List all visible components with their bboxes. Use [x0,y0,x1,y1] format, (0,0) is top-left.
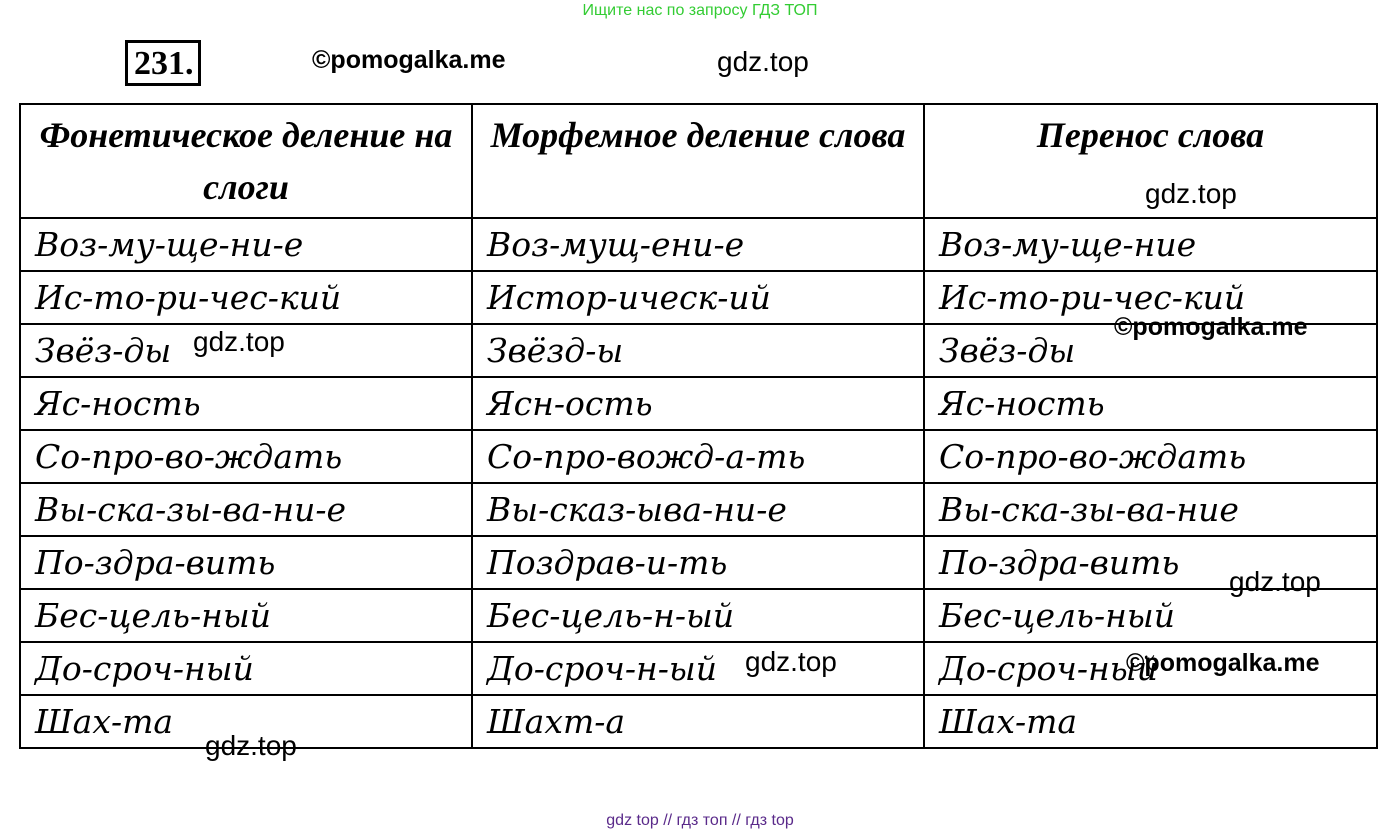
footer-links: gdz top // гдз топ // гдз top [606,812,794,829]
cell-morphemic: Ясн-ость [472,377,924,430]
cell-phonetic: Звёз-ды [20,324,472,377]
watermark-gdz: gdz.top [1145,178,1237,209]
cell-morphemic: Воз-мущ-ени-е [472,218,924,271]
table-row [20,430,1377,483]
cell-phonetic: До-сроч-ный [20,642,472,695]
header-hyphenation: Перенос слова [924,104,1377,218]
table-row [20,218,1377,271]
cell-hyphenation: Бес-цель-ный [924,589,1377,642]
cell-phonetic: По-здра-вить [20,536,472,589]
cell-hyphenation: Звёз-ды [924,324,1377,377]
cell-morphemic: До-сроч-н-ый [472,642,924,695]
cell-phonetic: Ис-то-ри-чес-кий [20,271,472,324]
cell-phonetic: Воз-му-ще-ни-е [20,218,472,271]
cell-phonetic: Бес-цель-ный [20,589,472,642]
cell-hyphenation: Вы-ска-зы-ва-ние [924,483,1377,536]
watermark-pomogalka: ©pomogalka.me [1126,649,1320,677]
cell-phonetic: Вы-ска-зы-ва-ни-е [20,483,472,536]
task-number-box [125,40,201,86]
table-row [20,483,1377,536]
cell-phonetic: Со-про-во-ждать [20,430,472,483]
cell-morphemic: Вы-сказ-ыва-ни-е [472,483,924,536]
cell-morphemic: Истор-ическ-ий [472,271,924,324]
table-row [20,377,1377,430]
header-phonetic: Фонетическое деление на слоги [20,104,472,218]
cell-morphemic: Звёзд-ы [472,324,924,377]
watermark-gdz: gdz.top [1229,566,1321,597]
task-number [125,40,201,86]
task-number-dot: . [185,45,194,82]
cell-hyphenation: До-сроч-ный [924,642,1377,695]
watermark-pomogalka: ©pomogalka.me [1114,313,1308,341]
cell-morphemic: Шахт-а [472,695,924,748]
table-row [20,589,1377,642]
cell-hyphenation: Воз-му-ще-ние [924,218,1377,271]
cell-hyphenation: Ис-то-ри-чес-кий [924,271,1377,324]
cell-hyphenation: Шах-та [924,695,1377,748]
watermark-gdz: gdz.top [745,646,837,677]
watermark-gdz: gdz.top [205,730,297,761]
cell-phonetic: Шах-та [20,695,472,748]
cell-hyphenation: По-здра-вить [924,536,1377,589]
cell-hyphenation: Яс-ность [924,377,1377,430]
task-number-value: 231 [134,45,185,82]
table-row [20,536,1377,589]
cell-morphemic: Бес-цель-н-ый [472,589,924,642]
cell-morphemic: Поздрав-и-ть [472,536,924,589]
cell-morphemic: Со-про-вожд-а-ть [472,430,924,483]
header-morphemic: Морфемное деление слова [472,104,924,218]
cell-hyphenation: Со-про-во-ждать [924,430,1377,483]
watermark-gdz: gdz.top [717,46,809,77]
top-banner: Ищите нас по запросу ГДЗ ТОП [582,2,818,19]
cell-phonetic: Яс-ность [20,377,472,430]
watermark-gdz: gdz.top [193,326,285,357]
watermark-pomogalka: ©pomogalka.me [312,46,506,74]
